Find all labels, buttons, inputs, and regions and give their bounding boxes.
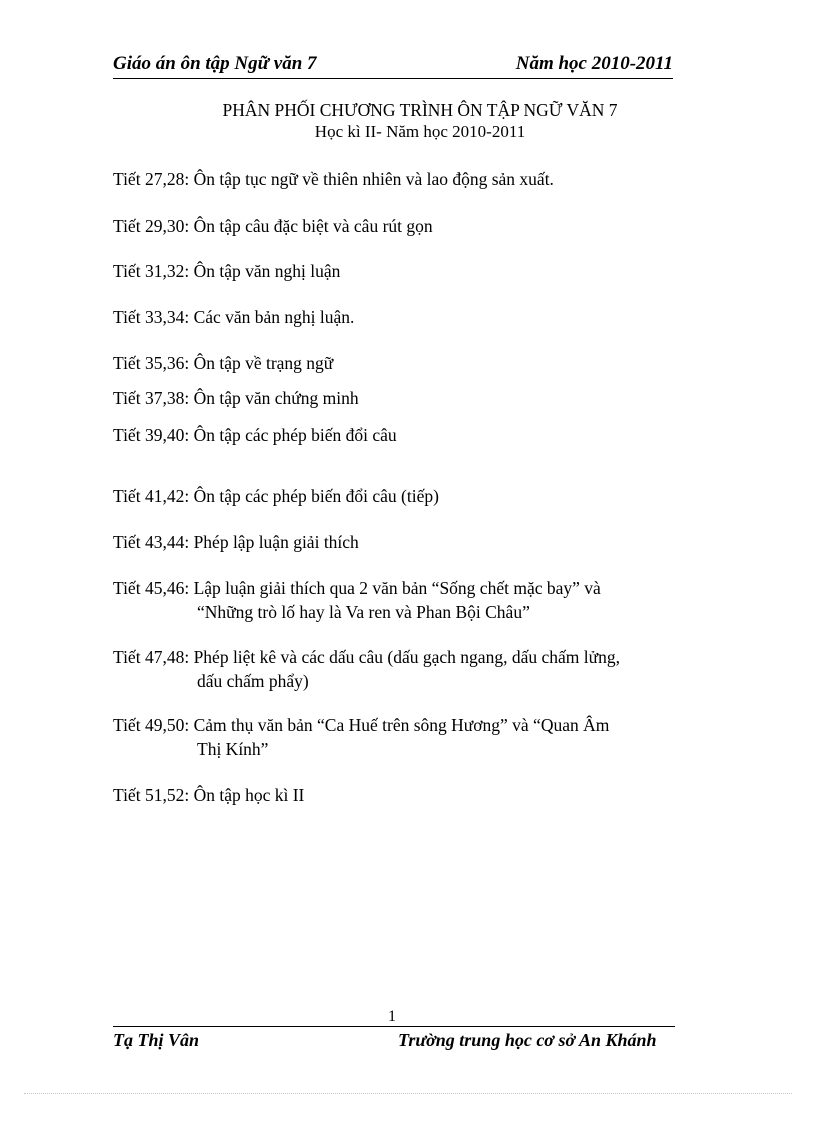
lesson-text: Phép liệt kê và các dấu câu (dấu gạch ngang, dấu chấm lửng, bbox=[193, 647, 620, 667]
lesson-text: Ôn tập văn nghị luận bbox=[193, 261, 341, 281]
lesson-label: Tiết 41,42: bbox=[113, 486, 190, 506]
lesson-text: Ôn tập văn chứng minh bbox=[193, 388, 359, 408]
lesson-text-continued: dấu chấm phẩy) bbox=[197, 671, 309, 691]
lesson-label: Tiết 47,48: bbox=[113, 647, 190, 667]
lesson-text-continued: “Những trò lố hay là Va ren và Phan Bội Châu” bbox=[197, 602, 530, 622]
lesson-item bbox=[113, 259, 713, 283]
page-number: 1 bbox=[388, 1008, 396, 1025]
lesson-item bbox=[113, 713, 713, 761]
lesson-label: Tiết 31,32: bbox=[113, 261, 190, 281]
lesson-text: Ôn tập tục ngữ về thiên nhiên và lao động sản xuất. bbox=[193, 169, 554, 189]
lesson-item bbox=[113, 530, 713, 554]
lesson-item bbox=[113, 167, 713, 191]
lesson-text: Các văn bản nghị luận. bbox=[193, 307, 355, 327]
lesson-label: Tiết 29,30: bbox=[113, 216, 190, 236]
lesson-item bbox=[113, 783, 713, 807]
document-title: PHÂN PHỐI CHƯƠNG TRÌNH ÔN TẬP NGỮ VĂN 7 bbox=[222, 100, 618, 120]
lesson-item bbox=[113, 423, 713, 447]
page-header bbox=[113, 50, 673, 79]
lesson-item bbox=[113, 645, 713, 693]
lesson-label: Tiết 51,52: bbox=[113, 785, 190, 805]
lesson-text-continued: Thị Kính” bbox=[197, 739, 269, 759]
lesson-label: Tiết 33,34: bbox=[113, 307, 190, 327]
footer-author: Tạ Thị Vân bbox=[113, 1030, 200, 1050]
footer-school: Trường trung học cơ sở An Khánh bbox=[398, 1030, 657, 1050]
lesson-item bbox=[113, 484, 713, 508]
lesson-text: Ôn tập về trạng ngữ bbox=[193, 353, 334, 373]
lesson-label: Tiết 37,38: bbox=[113, 388, 190, 408]
lesson-text: Lập luận giải thích qua 2 văn bản “Sống chết mặc bay” và bbox=[193, 578, 601, 598]
lesson-text: Phép lập luận giải thích bbox=[193, 532, 359, 552]
lesson-label: Tiết 43,44: bbox=[113, 532, 190, 552]
lesson-text: Ôn tập các phép biến đổi câu bbox=[193, 425, 397, 445]
document-subtitle: Học kì II- Năm học 2010-2011 bbox=[314, 122, 526, 141]
header-course-title: Giáo án ôn tập Ngữ văn 7 bbox=[113, 53, 317, 74]
lesson-label: Tiết 45,46: bbox=[113, 578, 190, 598]
lesson-text: Ôn tập học kì II bbox=[193, 785, 305, 805]
lesson-text: Cảm thụ văn bản “Ca Huế trên sông Hương” và “Quan Âm bbox=[193, 715, 610, 735]
footer-divider bbox=[113, 1026, 675, 1027]
lesson-text: Ôn tập các phép biến đổi câu (tiếp) bbox=[193, 486, 439, 506]
lesson-item bbox=[113, 351, 713, 375]
lesson-item bbox=[113, 305, 713, 329]
lesson-label: Tiết 49,50: bbox=[113, 715, 190, 735]
lesson-item bbox=[113, 214, 713, 238]
lesson-label: Tiết 35,36: bbox=[113, 353, 190, 373]
page-boundary bbox=[24, 1093, 792, 1094]
lesson-item bbox=[113, 386, 713, 410]
lesson-label: Tiết 39,40: bbox=[113, 425, 190, 445]
lesson-text: Ôn tập câu đặc biệt và câu rút gọn bbox=[193, 216, 433, 236]
header-school-year: Năm học 2010-2011 bbox=[515, 53, 673, 74]
lesson-item bbox=[113, 576, 713, 624]
lesson-label: Tiết 27,28: bbox=[113, 169, 190, 189]
